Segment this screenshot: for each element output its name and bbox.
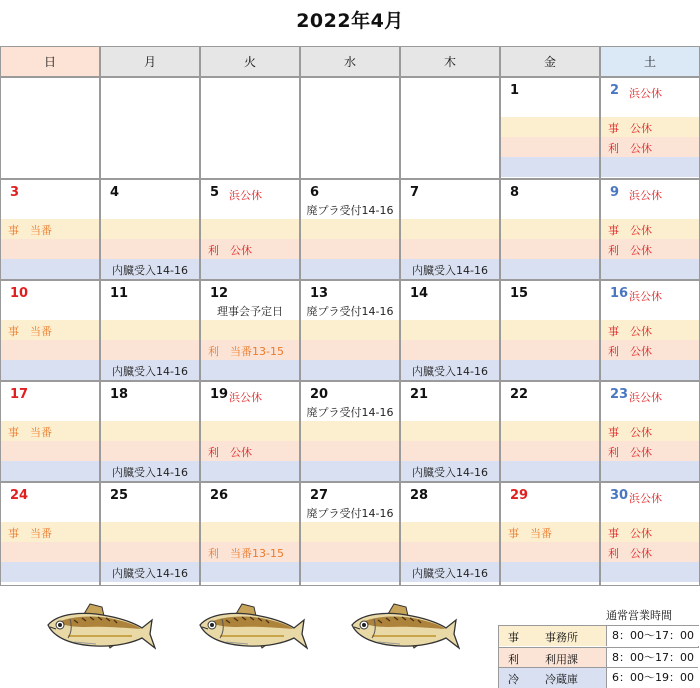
schedule-band xyxy=(601,259,699,279)
cold-storage-note: 内臓受入14-16 xyxy=(412,567,488,580)
legend-abbr: 事 xyxy=(508,631,519,644)
day-number: 23 xyxy=(610,387,629,402)
day-number: 22 xyxy=(510,387,529,402)
schedule-band xyxy=(401,340,499,360)
day-number: 24 xyxy=(10,488,29,503)
day-cell xyxy=(600,381,700,482)
office-note: 事 公休 xyxy=(608,224,652,237)
schedule-band xyxy=(401,522,499,542)
day-number: 2 xyxy=(610,83,620,98)
service-note: 利 当番13-15 xyxy=(208,345,284,358)
day-cell xyxy=(600,482,700,586)
schedule-band xyxy=(501,360,599,380)
day-number: 28 xyxy=(410,488,429,503)
day-cell xyxy=(0,280,100,381)
schedule-band xyxy=(601,461,699,481)
day-cell xyxy=(300,179,400,280)
day-cell xyxy=(500,77,600,179)
schedule-band xyxy=(401,219,499,239)
business-hours-legend xyxy=(498,625,699,688)
schedule-band xyxy=(501,239,599,259)
schedule-band xyxy=(301,259,399,279)
day-cell xyxy=(0,482,100,586)
day-number: 13 xyxy=(310,286,329,301)
schedule-band xyxy=(1,562,99,582)
legend-time: 6：00〜19：00 xyxy=(606,668,699,688)
legend-time: 8：00〜17：00 xyxy=(606,626,699,646)
day-event: 廃プラ受付14-16 xyxy=(306,305,394,318)
day-number: 17 xyxy=(10,387,29,402)
day-number: 30 xyxy=(610,488,629,503)
day-cell xyxy=(0,179,100,280)
schedule-band xyxy=(201,360,299,380)
schedule-band xyxy=(601,360,699,380)
day-cell xyxy=(500,482,600,586)
cold-storage-note: 内臓受入14-16 xyxy=(112,365,188,378)
day-number: 8 xyxy=(510,185,520,200)
schedule-band xyxy=(1,441,99,461)
schedule-band xyxy=(501,219,599,239)
day-cell xyxy=(200,381,300,482)
weekday-header: 金 xyxy=(500,46,600,77)
day-cell xyxy=(300,482,400,586)
legend-abbr: 利 xyxy=(508,652,519,666)
schedule-band xyxy=(301,562,399,582)
service-note: 利 公休 xyxy=(608,547,652,560)
fish-icon xyxy=(196,598,308,660)
day-number: 27 xyxy=(310,488,329,503)
schedule-band xyxy=(501,421,599,441)
day-event: 廃プラ受付14-16 xyxy=(306,406,394,419)
schedule-band xyxy=(501,562,599,582)
schedule-band xyxy=(501,441,599,461)
office-note: 事 当番 xyxy=(8,426,52,439)
schedule-band xyxy=(301,461,399,481)
day-cell xyxy=(400,280,500,381)
legend-name: 事務所 xyxy=(545,631,578,644)
day-number: 26 xyxy=(210,488,229,503)
schedule-band xyxy=(301,219,399,239)
day-cell xyxy=(100,179,200,280)
day-number: 6 xyxy=(310,185,320,200)
empty-day-cell xyxy=(400,77,500,179)
schedule-band xyxy=(101,441,199,461)
legend-row xyxy=(499,626,698,646)
schedule-band xyxy=(101,542,199,562)
service-note: 利 公休 xyxy=(608,244,652,257)
day-number: 3 xyxy=(10,185,20,200)
day-event: 浜公休 xyxy=(229,189,262,202)
calendar-grid xyxy=(0,46,700,586)
day-cell xyxy=(300,280,400,381)
schedule-band xyxy=(201,421,299,441)
schedule-band xyxy=(501,259,599,279)
schedule-band xyxy=(301,542,399,562)
day-cell xyxy=(100,482,200,586)
office-note: 事 公休 xyxy=(608,325,652,338)
schedule-band xyxy=(201,562,299,582)
day-number: 9 xyxy=(610,185,620,200)
empty-day-cell xyxy=(0,77,100,179)
office-note: 事 公休 xyxy=(608,527,652,540)
schedule-band xyxy=(301,522,399,542)
day-cell xyxy=(300,381,400,482)
legend-title: 通常営業時間 xyxy=(606,609,672,622)
service-note: 利 公休 xyxy=(608,345,652,358)
day-number: 11 xyxy=(110,286,129,301)
schedule-band xyxy=(201,320,299,340)
fish-icon xyxy=(44,598,156,660)
day-event: 廃プラ受付14-16 xyxy=(306,507,394,520)
cold-storage-note: 内臓受入14-16 xyxy=(412,264,488,277)
schedule-band xyxy=(301,320,399,340)
schedule-band xyxy=(201,219,299,239)
day-cell xyxy=(400,179,500,280)
day-cell xyxy=(600,280,700,381)
schedule-band xyxy=(1,360,99,380)
schedule-band xyxy=(101,421,199,441)
legend-time: 8：00〜17：00 xyxy=(606,648,699,668)
schedule-band xyxy=(101,239,199,259)
day-number: 5 xyxy=(210,185,220,200)
day-number: 4 xyxy=(110,185,120,200)
schedule-band xyxy=(501,117,599,137)
day-cell xyxy=(100,280,200,381)
day-number: 21 xyxy=(410,387,429,402)
day-number: 15 xyxy=(510,286,529,301)
service-note: 利 公休 xyxy=(208,446,252,459)
weekday-header: 木 xyxy=(400,46,500,77)
office-note: 事 公休 xyxy=(608,426,652,439)
schedule-band xyxy=(1,542,99,562)
day-cell xyxy=(500,381,600,482)
cold-storage-note: 内臓受入14-16 xyxy=(112,264,188,277)
office-note: 事 当番 xyxy=(8,325,52,338)
schedule-band xyxy=(601,562,699,582)
schedule-band xyxy=(501,157,599,177)
day-number: 20 xyxy=(310,387,329,402)
day-number: 14 xyxy=(410,286,429,301)
schedule-band xyxy=(201,461,299,481)
schedule-band xyxy=(1,259,99,279)
schedule-band xyxy=(301,441,399,461)
schedule-band xyxy=(1,239,99,259)
schedule-band xyxy=(101,340,199,360)
day-event: 廃プラ受付14-16 xyxy=(306,204,394,217)
weekday-header: 火 xyxy=(200,46,300,77)
schedule-band xyxy=(1,340,99,360)
schedule-band xyxy=(201,522,299,542)
fish-icon xyxy=(348,598,460,660)
weekday-header: 月 xyxy=(100,46,200,77)
legend-row xyxy=(499,647,698,668)
schedule-band xyxy=(401,421,499,441)
cold-storage-note: 内臓受入14-16 xyxy=(412,365,488,378)
weekday-header: 土 xyxy=(600,46,700,77)
schedule-band xyxy=(101,522,199,542)
schedule-band xyxy=(101,320,199,340)
schedule-band xyxy=(401,441,499,461)
day-number: 25 xyxy=(110,488,129,503)
service-note: 利 公休 xyxy=(608,446,652,459)
schedule-band xyxy=(501,320,599,340)
day-event: 浜公休 xyxy=(629,87,662,100)
day-cell xyxy=(100,381,200,482)
day-cell xyxy=(200,179,300,280)
empty-day-cell xyxy=(300,77,400,179)
day-event: 浜公休 xyxy=(629,189,662,202)
schedule-band xyxy=(101,219,199,239)
day-number: 1 xyxy=(510,83,520,98)
day-event: 浜公休 xyxy=(229,391,262,404)
office-note: 事 当番 xyxy=(8,527,52,540)
day-cell xyxy=(200,482,300,586)
day-number: 29 xyxy=(510,488,529,503)
schedule-band xyxy=(501,340,599,360)
day-number: 7 xyxy=(410,185,420,200)
day-cell xyxy=(500,179,600,280)
weekday-header: 水 xyxy=(300,46,400,77)
day-cell xyxy=(400,482,500,586)
service-note: 利 公休 xyxy=(208,244,252,257)
day-event: 浜公休 xyxy=(629,290,662,303)
schedule-band xyxy=(201,259,299,279)
day-cell xyxy=(0,381,100,482)
legend-name: 冷蔵庫 xyxy=(545,673,578,687)
schedule-band xyxy=(301,421,399,441)
schedule-band xyxy=(501,461,599,481)
schedule-band xyxy=(401,320,499,340)
day-number: 12 xyxy=(210,286,229,301)
day-event: 浜公休 xyxy=(629,492,662,505)
schedule-band xyxy=(601,157,699,177)
schedule-band xyxy=(301,360,399,380)
day-event: 浜公休 xyxy=(629,391,662,404)
day-cell xyxy=(400,381,500,482)
schedule-band xyxy=(401,239,499,259)
empty-day-cell xyxy=(200,77,300,179)
weekday-header: 日 xyxy=(0,46,100,77)
cold-storage-note: 内臓受入14-16 xyxy=(412,466,488,479)
cold-storage-note: 内臓受入14-16 xyxy=(112,567,188,580)
calendar-title: 2022年4月 xyxy=(296,10,404,32)
day-cell xyxy=(200,280,300,381)
schedule-band xyxy=(501,542,599,562)
day-cell xyxy=(600,77,700,179)
day-number: 16 xyxy=(610,286,629,301)
service-note: 利 公休 xyxy=(608,142,652,155)
schedule-band xyxy=(301,340,399,360)
office-note: 事 当番 xyxy=(8,224,52,237)
legend-abbr: 冷 xyxy=(508,673,519,687)
day-number: 19 xyxy=(210,387,229,402)
day-cell xyxy=(600,179,700,280)
schedule-band xyxy=(1,461,99,481)
cold-storage-note: 内臓受入14-16 xyxy=(112,466,188,479)
service-note: 利 当番13-15 xyxy=(208,547,284,560)
day-number: 10 xyxy=(10,286,29,301)
day-number: 18 xyxy=(110,387,129,402)
office-note: 事 当番 xyxy=(508,527,552,540)
schedule-band xyxy=(501,137,599,157)
schedule-band xyxy=(401,542,499,562)
empty-day-cell xyxy=(100,77,200,179)
schedule-band xyxy=(301,239,399,259)
day-event: 理事会予定日 xyxy=(217,305,283,318)
legend-name: 利用課 xyxy=(545,652,578,666)
day-cell xyxy=(500,280,600,381)
office-note: 事 公休 xyxy=(608,122,652,135)
legend-row xyxy=(499,667,698,688)
